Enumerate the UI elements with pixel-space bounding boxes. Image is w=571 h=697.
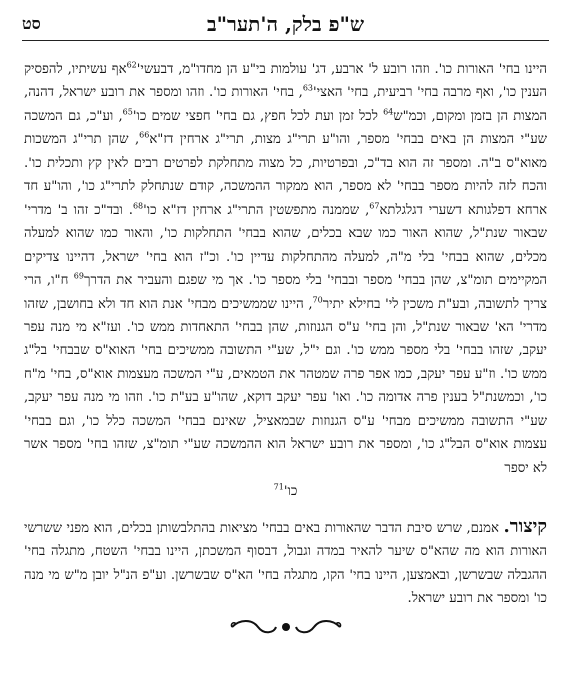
main-text: [24, 58, 547, 504]
text-run: , שממנה מתפשטין התרי"ג ארחין דז"א כו': [143, 202, 370, 218]
text-run: לכל זמן ועת לכל חפץ, גם בחי' חפצי שמים כו': [132, 108, 384, 124]
summary-section: [24, 515, 547, 611]
footnote-ref[interactable]: 70: [312, 295, 323, 305]
summary-paragraph: [24, 515, 547, 611]
footnote-ref[interactable]: 65: [122, 107, 133, 117]
ornament-icon: [226, 615, 346, 639]
footnote-ref[interactable]: 67: [369, 201, 380, 211]
text-run: , שהן תרי"ג המשכות מאוא"ס ב"ה. ומספר זה הוא בד"כ, ובפרטיות, כל מצוה מתחלקת לפרטים רבים לאין קץ ותכלית כו'. והכח לזה להיות מספר בבחי' לא מספר, הוא ממקור ההמשכה, קודם שנתחלק לתרי"ג כו', והו"ע חד ארחא דפלגותא דשערי דגלגלתא: [24, 132, 547, 218]
paragraph-end: [24, 480, 547, 503]
text-run: היינו בחי' האורות כו'. וזהו רובע ל' ארבע, דג' עולמות בי"ע הן מחדו"מ, דבעשי': [136, 62, 547, 77]
section-end-ornament: [0, 615, 571, 645]
text-run: , וע"כ, גם המשכה שע"י המצות הן באים בבחי' מספר, והו"ע תרי"ג מצות, תרי"ג ארחין דז"א: [24, 108, 547, 148]
header-divider: [22, 40, 549, 41]
footnote-ref[interactable]: 63: [302, 84, 313, 94]
footnote-ref[interactable]: 69: [73, 271, 84, 281]
text-run: , שזהו מדרי' הא' שבאור שנת"ל, והן בחי' ע"ס הגנוזות, שהן בבחי' התאחדות ממש כו'. ועז"א מי מנה עפר יעקב, שזהו בבחי' בלי מספר ממש כו'. וגם י"ל, שע"י התשובה ממשיכים בחי' האוא"ס שבבחי' בל"ג ממש כו'. וז"ע עפר יעקב, כמו אפר פרה שמטהר את הטמאים, ע"י המשכה מעצמות אוא"ס, בחי' מ"ח: [24, 296, 547, 382]
header-title: ש"פ בלק, ה'תער"ב: [206, 12, 365, 36]
footnote-ref[interactable]: 66: [139, 130, 150, 140]
text-run: בענין פרה אדומה כו'. ואו' עפר יעקב דוקא, שהו"ע בע"ת כו'. וזהו מי מנה עפר יעקב, שע"י התשובה ממשיכים מבחי' ע"ס הגנוזות שבמאציל, שאינם בבחי' המשכה כלל כו', וגם בבחי' עצמות אוא"ס הבל"ג כו', ומספר את רובע ישראל הוא ההמשכה שע"י תומ"צ, שזהו בחי' מספר אשר לא יספר: [24, 390, 547, 476]
text-run: אף עשיתיו, להפסיק הענין כו', ואף מרבה בחי' רביעית, בחי' האצי': [24, 62, 548, 101]
text-run: כו', וכמשנת"ל: [472, 390, 548, 406]
summary-label: קיצור.: [503, 516, 547, 537]
text-run: , בחי' האורות כו'. וזהו ומספר את רובע ישראל, דהנה, המצות הן בזמן ומקום, וכמ"ש: [24, 85, 547, 124]
footnote-ref[interactable]: 68: [132, 201, 144, 211]
header-page-number: סט: [22, 14, 41, 33]
page-header: [22, 12, 549, 38]
text-run: . ובד"כ זהו ב' מדרי' שבאור שנת"ל, שהוא האור כמו שבא בכלים, שהוא בבחי' התחלקות כו', והאור כמו שהוא למעלה מכלים, שהוא בבחי' בלי מ"ה, למעלה מהתחלקות עדיין כו'. וכ"ז הוא בחי' ישראל, דהיינו צדיקים המקיימים תומ"צ, שהן בבחי' מספר ובבחי' בלי מספר כו'. אך מי שפגם והעביר את הדרך: [24, 202, 548, 289]
main-paragraph: [24, 58, 547, 480]
text-run: ח"ו, הרי צריך לתשובה, ובע"ת משכין לי' בחילא יתיר: [24, 273, 547, 312]
text-run: , היינו שממשיכים מבחי' אנת הוא חד ולא בחושבן: [56, 296, 313, 312]
summary-text: אמנם, שרש סיבת הדבר שהאורות באים בבחי' מציאות בהתלבשותן בכלים, הוא מפני ששרשי האורות הוא מה שהא"ס שיער להאיר במדה וגבול, דבסוף המשכתן, היינו בבחי' השטח, מתגלה בחי' ההגבלה שבשרשן, ובאמצען, היינו בחי' הקו, מתגלה בחי' הא"ס שבשרשן. וע"פ הנ"ל יובן מ"ש מי מנה כו' ומספר את רובע ישראל.: [24, 521, 547, 607]
footnote-ref[interactable]: 64: [383, 107, 394, 117]
footnote-ref[interactable]: 62: [126, 60, 137, 70]
text-run: כו': [283, 484, 298, 500]
footnote-ref[interactable]: 71: [273, 482, 284, 492]
